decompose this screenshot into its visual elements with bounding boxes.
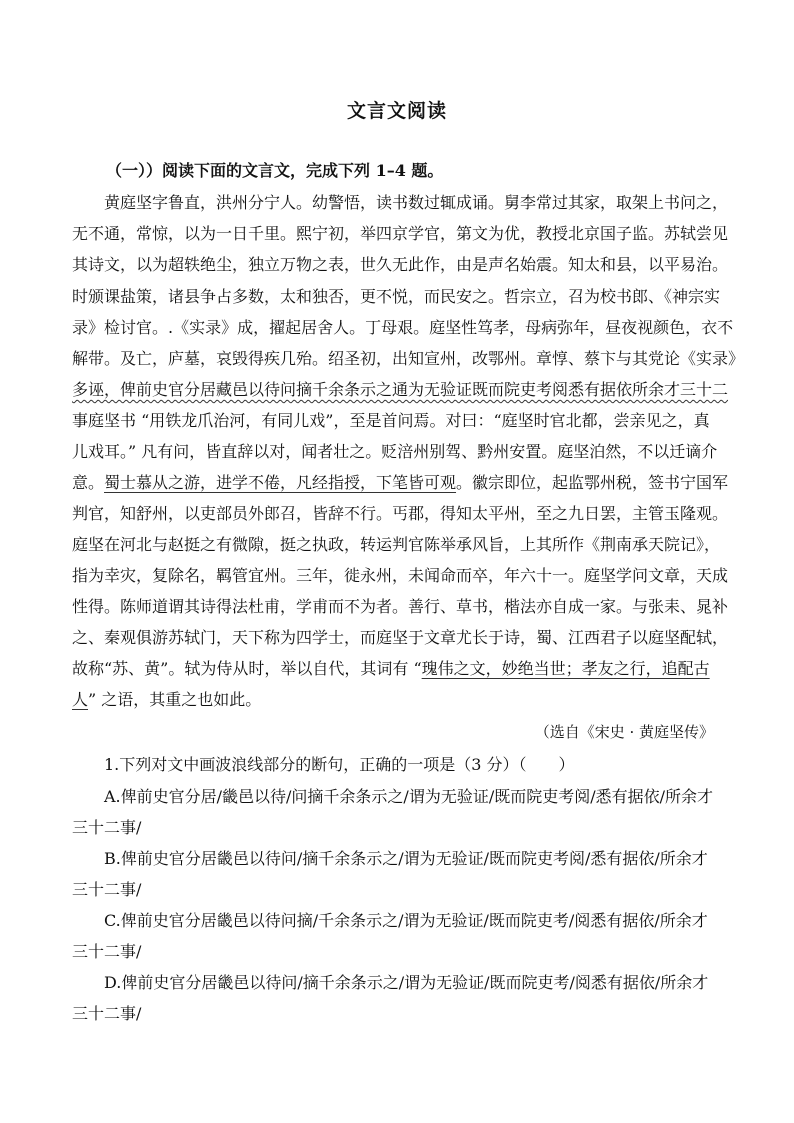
passage-line [72, 468, 728, 498]
passage-line-wavy [72, 375, 728, 405]
underlined-sentence: 蜀士慕从之游，进学不倦，凡经指授，下笔皆可观 [104, 473, 457, 492]
text-segment: ” 之语，其重之也如此。 [88, 690, 262, 709]
option-d-continued: 三十二事/ [72, 1004, 142, 1023]
passage-line: 庭坚在河北与赵挺之有微隙，挺之执政，转运判官陈举承风旨，上其所作《荆南承天院记》， [72, 535, 721, 554]
question-stem: 1.下列对文中画波浪线部分的断句，正确的一项是（3 分）（ ） [104, 755, 575, 774]
underlined-quote: 瑰伟之文，妙绝当世；孝友之行，追配古 [421, 659, 710, 678]
option-d: D.俾前史官分居畿邑以待问/摘千余条示之/谓为无验证/既而院吏考/阅悉有据依/所余才 [104, 973, 709, 992]
passage-line: 其诗文，以为超轶绝尘，独立万物之表，世久无此作，由是声名始震。知太和县，以平易治。 [72, 255, 729, 274]
passage-line: 事庭坚书 “用铁龙爪治河，有同儿戏”，至是首问焉。对曰：“庭坚时官北都，尝亲见之，真 [72, 411, 710, 430]
document-title: 文言文阅读 [346, 100, 447, 122]
passage-line: 儿戏耳。” 凡有问，皆直辞以对，闻者壮之。贬涪州别驾、黔州安置。庭坚泊然，不以迁谪介 [72, 442, 718, 461]
option-a-continued: 三十二事/ [72, 818, 142, 837]
passage-line: 无不通，常惊，以为一日千里。熙宁初，举四京学官，第文为优，教授北京国子监。苏轼尝见 [72, 224, 729, 243]
underlined-quote: 人 [72, 690, 89, 709]
option-b: B.俾前史官分居畿邑以待问/摘千余条示之/谓为无验证/既而院吏考阅/悉有据依/所余才 [104, 849, 708, 868]
passage-line: 黄庭坚字鲁直，洪州分宁人。幼警悟，读书数过辄成诵。舅李常过其家，取架上书问之， [104, 193, 729, 212]
option-b-continued: 三十二事/ [72, 880, 142, 899]
passage-line: 判官，知舒州，以吏部员外郎召，皆辞不行。丐郡，得知太平州，至之九日罢，主管玉隆观。 [72, 504, 729, 523]
passage-line: 指为幸灾，复除名，羁管宜州。三年，徙永州，未闻命而卒，年六十一。庭坚学问文章，天成 [72, 566, 729, 585]
wavy-underlined-text: 多诬，俾前史官分居藏邑以待问摘千余条示之通为无验证既而院吏考阅悉有据依所余才三十二 [72, 380, 729, 399]
option-a: A.俾前史官分居/畿邑以待/问摘千余条示之/谓为无验证/既而院吏考阅/悉有据依/所余才 [104, 787, 713, 806]
passage-line: 解带。及亡，庐墓，哀毁得疾几殆。绍圣初，出知宣州，改鄂州。章惇、蔡卞与其党论《实录》 [72, 349, 745, 368]
source-citation: （选自《宋史 · 黄庭坚传》 [534, 723, 714, 741]
text-segment: 。徽宗即位，起监鄂州税，签书宁国军 [456, 473, 729, 492]
passage-line: 之、秦观俱游苏轼门，天下称为四学士，而庭坚于文章尤长于诗，蜀、江西君子以庭坚配轼， [72, 628, 729, 647]
passage-line [72, 654, 710, 684]
option-c-continued: 三十二事/ [72, 942, 142, 961]
passage-line: 性得。陈师道谓其诗得法杜甫，学甫而不为者。善行、草书，楷法亦自成一家。与张耒、晁补 [72, 597, 729, 616]
text-segment: 意。 [72, 473, 105, 492]
passage-line: 时颁课盐策，诸县争占多数，太和独否，更不悦，而民安之。哲宗立，召为校书郎、《神宗实 [72, 287, 721, 306]
option-c: C.俾前史官分居畿邑以待问摘/千余条示之/谓为无验证/既而院吏考/阅悉有据依/所余才 [104, 911, 708, 930]
text-segment: 故称“苏、黄”。轼为侍从时，举以自代，其词有 “ [72, 659, 422, 678]
passage-line [72, 685, 261, 715]
section-heading: （一））阅读下面的文言文，完成下列 1–4 题。 [106, 161, 444, 180]
passage-line: 录》检讨官。.《实录》成，擢起居舍人。丁母艰。庭坚性笃孝，母病弥年，昼夜视颜色，衣不 [72, 318, 734, 337]
